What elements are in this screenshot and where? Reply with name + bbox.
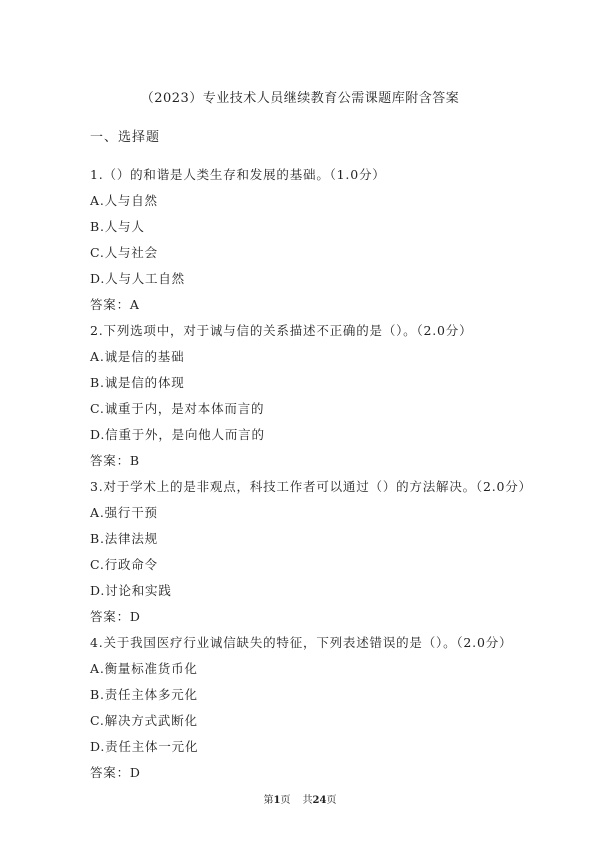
question-stem: 3.对于学术上的是非观点，科技工作者可以通过（）的方法解决。（2.0分） bbox=[90, 479, 532, 494]
question-stem: 1.（）的和谐是人类生存和发展的基础。（1.0分） bbox=[90, 167, 386, 182]
question-list bbox=[90, 166, 530, 790]
page-unit: 页 bbox=[280, 795, 291, 806]
answer-line: 答案：D bbox=[90, 765, 141, 780]
question-block bbox=[90, 322, 530, 478]
option-b: B.诚是信的体现 bbox=[90, 375, 185, 390]
question-stem: 2.下列选项中，对于诚与信的关系描述不正确的是（）。（2.0分） bbox=[90, 323, 473, 338]
question-block bbox=[90, 166, 530, 322]
option-c: C.解决方式武断化 bbox=[90, 713, 198, 728]
page-prefix: 第 bbox=[263, 795, 274, 806]
option-a: A.诚是信的基础 bbox=[90, 349, 185, 364]
question-block bbox=[90, 478, 530, 634]
option-d: D.责任主体一元化 bbox=[90, 739, 199, 754]
question-block bbox=[90, 634, 530, 790]
option-c: C.诚重于内，是对本体而言的 bbox=[90, 401, 265, 416]
answer-line: 答案：B bbox=[90, 453, 140, 468]
option-c: C.人与社会 bbox=[90, 245, 158, 260]
page-current: 1 bbox=[273, 795, 281, 806]
option-b: B.人与人 bbox=[90, 219, 145, 234]
page-total: 24 bbox=[312, 795, 327, 806]
option-b: B.法律法规 bbox=[90, 531, 158, 546]
section-heading: 一、选择题 bbox=[90, 130, 161, 145]
document-title: （2023）专业技术人员继续教育公需课题库附含答案 bbox=[140, 91, 460, 106]
answer-line: 答案：A bbox=[90, 297, 140, 312]
option-d: D.讨论和实践 bbox=[90, 583, 172, 598]
option-d: D.人与人工自然 bbox=[90, 271, 185, 286]
option-a: A.强行干预 bbox=[90, 505, 158, 520]
option-d: D.信重于外，是向他人而言的 bbox=[90, 427, 265, 442]
page-footer bbox=[0, 791, 600, 806]
option-b: B.责任主体多元化 bbox=[90, 687, 198, 702]
answer-line: 答案：D bbox=[90, 609, 141, 624]
total-prefix: 共 bbox=[302, 795, 313, 806]
option-a: A.人与自然 bbox=[90, 193, 158, 208]
option-c: C.行政命令 bbox=[90, 557, 158, 572]
total-unit: 页 bbox=[326, 795, 337, 806]
question-stem: 4.关于我国医疗行业诚信缺失的特征，下列表述错误的是（）。（2.0分） bbox=[90, 635, 513, 650]
option-a: A.衡量标准货币化 bbox=[90, 661, 198, 676]
